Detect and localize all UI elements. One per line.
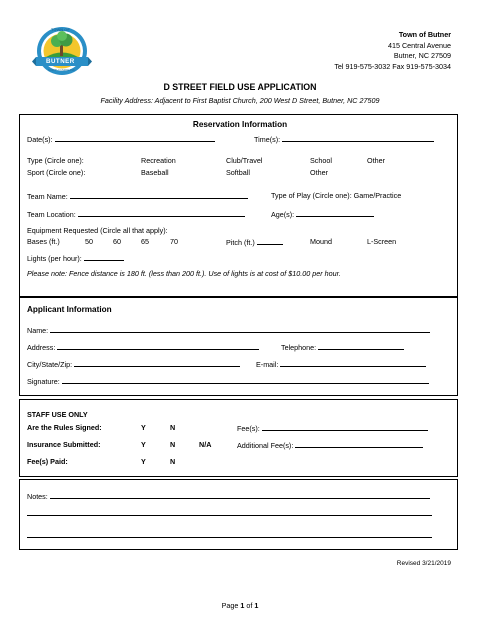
bases-option-65[interactable]: 65 <box>141 237 149 246</box>
staff-heading: STAFF USE ONLY <box>27 410 88 419</box>
telephone-field[interactable] <box>318 342 404 350</box>
ages-field[interactable] <box>296 209 374 217</box>
page-number <box>0 601 480 610</box>
team-name-label: Team Name: <box>27 192 70 201</box>
team-location-label: Team Location: <box>27 210 78 219</box>
org-name: Town of Butner <box>398 30 451 39</box>
sport-label: Sport (Circle one): <box>27 168 86 177</box>
logo-bottom-text: NORTH CAROLINA <box>48 68 75 72</box>
times-label: Time(s): <box>254 135 283 144</box>
rules-yes[interactable]: Y <box>141 423 146 432</box>
org-address-2: Butner, NC 27509 <box>393 51 451 60</box>
town-logo <box>29 24 95 78</box>
bases-label: Bases (ft.) <box>27 237 60 246</box>
fees-paid-no[interactable]: N <box>170 457 176 466</box>
lights-field[interactable] <box>84 253 124 261</box>
logo-top-text: TOWN OF <box>51 27 70 32</box>
facility-address: Facility Address: Adjacent to First Baptist Church, 200 West D Street, Butner, NC 27509 <box>100 96 380 105</box>
reservation-heading: Reservation Information <box>192 120 288 129</box>
notes-field-3[interactable] <box>27 537 432 538</box>
page-of: of <box>244 601 255 610</box>
team-name-field[interactable] <box>70 191 248 199</box>
fees-field[interactable] <box>262 423 428 431</box>
additional-fees-label: Additional Fee(s): <box>237 441 296 450</box>
page-total: 1 <box>254 601 259 610</box>
type-option-recreation[interactable]: Recreation <box>141 156 176 165</box>
address-label: Address: <box>27 343 58 352</box>
ages-label: Age(s): <box>271 210 297 219</box>
type-option-school[interactable]: School <box>310 156 332 165</box>
insurance-no[interactable]: N <box>170 440 176 449</box>
bases-option-70[interactable]: 70 <box>170 237 178 246</box>
pitch-field[interactable] <box>257 237 283 245</box>
bases-option-50[interactable]: 50 <box>85 237 93 246</box>
dates-field[interactable] <box>55 134 215 142</box>
city-state-zip-field[interactable] <box>74 359 240 367</box>
logo-name: BUTNER <box>46 58 75 65</box>
fees-paid-label: Fee(s) Paid: <box>27 457 68 466</box>
city-state-zip-label: City/State/Zip: <box>27 360 75 369</box>
name-field[interactable] <box>50 325 430 333</box>
rules-signed-label: Are the Rules Signed: <box>27 423 102 432</box>
times-field[interactable] <box>282 134 434 142</box>
additional-fees-field[interactable] <box>295 440 423 448</box>
sport-option-other[interactable]: Other <box>310 168 328 177</box>
page-prefix: Page <box>221 601 241 610</box>
fees-label: Fee(s): <box>237 424 262 433</box>
insurance-na[interactable]: N/A <box>199 440 212 449</box>
sport-option-softball[interactable]: Softball <box>226 168 250 177</box>
fees-paid-yes[interactable]: Y <box>141 457 146 466</box>
lscreen-option[interactable]: L-Screen <box>367 237 397 246</box>
org-address-1: 415 Central Avenue <box>387 40 451 50</box>
signature-field[interactable] <box>62 376 429 384</box>
sport-option-baseball[interactable]: Baseball <box>141 168 169 177</box>
name-label: Name: <box>27 326 51 335</box>
lights-label: Lights (per hour): <box>27 254 84 263</box>
email-label: E-mail: <box>256 360 281 369</box>
dates-label: Date(s): <box>27 135 55 144</box>
insurance-label: Insurance Submitted: <box>27 440 101 449</box>
mound-option[interactable]: Mound <box>310 237 332 246</box>
insurance-yes[interactable]: Y <box>141 440 146 449</box>
bases-option-60[interactable]: 60 <box>113 237 121 246</box>
type-option-club-travel[interactable]: Club/Travel <box>226 156 263 165</box>
signature-label: Signature: <box>27 377 62 386</box>
type-label: Type (Circle one): <box>27 156 84 165</box>
revised-date: Revised 3/21/2019 <box>396 560 451 567</box>
page-current: 1 <box>240 601 245 610</box>
type-option-other[interactable]: Other <box>367 156 385 165</box>
telephone-label: Telephone: <box>281 343 319 352</box>
team-location-field[interactable] <box>78 209 245 217</box>
org-phone-fax: Tel 919-575-3032 Fax 919-575-3034 <box>334 61 451 71</box>
equipment-label: Equipment Requested (Circle all that apply): <box>27 226 168 235</box>
notes-field-2[interactable] <box>27 515 432 516</box>
applicant-heading: Applicant Information <box>27 305 112 314</box>
page-title: D STREET FIELD USE APPLICATION <box>163 82 317 92</box>
rules-no[interactable]: N <box>170 423 176 432</box>
pitch-label: Pitch (ft.) <box>226 238 257 247</box>
fence-lights-note: Please note: Fence distance is 180 ft. (less than 200 ft.). Use of lights is at cost of $10.00 per hour. <box>27 269 341 278</box>
type-of-play-label[interactable]: Type of Play (Circle one): Game/Practice <box>271 191 402 200</box>
notes-label: Notes: <box>27 492 50 501</box>
notes-field-1[interactable] <box>50 491 430 499</box>
address-field[interactable] <box>57 342 259 350</box>
email-field[interactable] <box>280 359 426 367</box>
